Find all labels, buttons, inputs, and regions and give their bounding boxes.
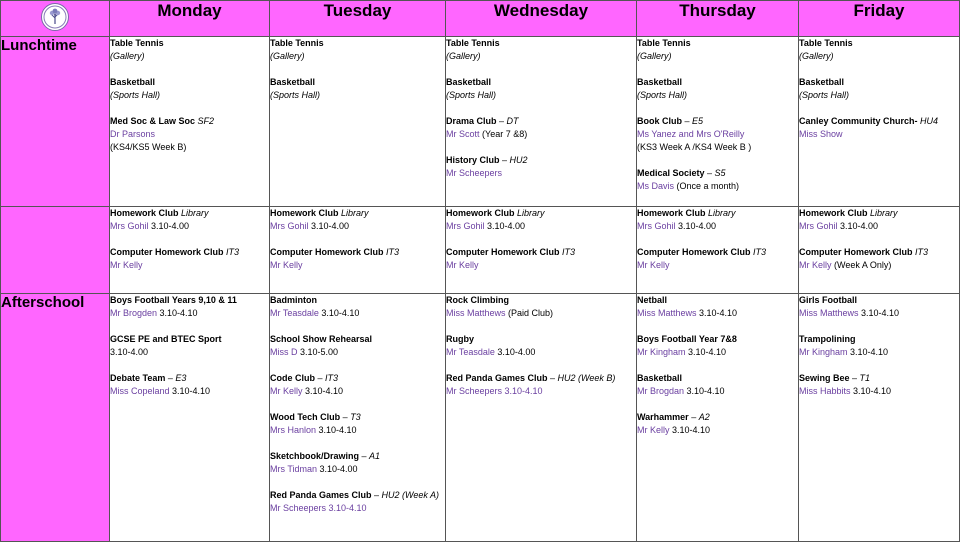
activity-location [315,373,338,383]
activity-entry [270,37,445,63]
activity-time: 3.10-4.10 [318,308,360,318]
activity-entry [270,333,445,359]
activity-title: Rock Climbing [446,295,510,305]
location-value: E5 [692,116,704,126]
activity-title: Medical Society [637,168,705,178]
activity-teacher: Miss Matthews [446,308,506,318]
timetable-row [1,294,960,542]
activity-teacher: Mr Kingham [799,347,848,357]
activity-title: Code Club [270,373,315,383]
row-label [1,207,110,294]
activity-location [339,208,369,218]
location-value: IT3 [562,247,576,257]
row-label: Lunchtime [1,37,110,207]
activity-teacher: Mr Kelly [637,260,670,270]
activity-entry [110,294,269,320]
activity-entry [637,37,798,63]
location-separator: – [340,412,351,422]
activity-teacher: Mrs Tidman [270,464,318,474]
activity-title: Girls Football [799,295,858,305]
day-cell [637,37,799,207]
activity-note: (KS3 Week A /KS4 Week B ) [637,142,752,152]
activity-entry [446,76,636,102]
activity-entry [110,333,269,359]
activity-location [340,412,361,422]
activity-entry [110,76,269,102]
activity-teacher: Miss Habbits [799,386,851,396]
activity-location [560,247,576,257]
activity-teacher: Mrs Hanlon [270,425,317,435]
location-separator: – [849,373,860,383]
activity-location [868,208,898,218]
activity-entry [110,372,269,398]
activity-location [706,208,736,218]
activity-teacher: Mrs Gohil [637,221,676,231]
activity-location [359,451,380,461]
day-cell [270,207,446,294]
activity-time: 3.10-4.10 [696,308,738,318]
activity-entry [270,76,445,102]
location-value: IT3 [325,373,339,383]
activity-time: 3.10-4.00 [675,221,717,231]
activity-title: Homework Club [110,208,179,218]
activity-time: (Paid Club) [505,308,554,318]
activity-entry [799,207,959,233]
day-cell [799,37,960,207]
activity-title: Computer Homework Club [110,247,224,257]
activity-time: 3.10-4.00 [837,221,879,231]
day-header-friday: Friday [799,1,960,37]
activity-title: Wood Tech Club [270,412,341,422]
activity-teacher: Ms Davis [637,181,675,191]
location-value: Library [181,208,209,218]
activity-teacher: Mr Kelly [799,260,832,270]
activity-entry [799,37,959,63]
activity-title: Boys Football Year 7&8 [637,334,737,344]
activity-entry [446,246,636,272]
activity-title: Computer Homework Club [270,247,384,257]
day-header-monday: Monday [110,1,270,37]
location-value: IT3 [753,247,767,257]
activity-teacher: Mrs Gohil [110,221,149,231]
day-cell [637,294,799,542]
activity-time: 3.10-4.10 [316,425,357,435]
activity-title: Debate Team [110,373,166,383]
location-separator: – [682,116,693,126]
activity-entry [799,294,959,320]
activity-location [689,412,710,422]
activity-entry [270,207,445,233]
location-value: Library [341,208,369,218]
activity-title: Homework Club [270,208,339,218]
activity-entry [637,167,798,193]
activity-entry [270,372,445,398]
activity-teacher: Miss Show [799,129,843,139]
activity-entry [637,246,798,272]
activity-entry [270,246,445,272]
activity-venue: (Gallery) [270,51,305,61]
location-value: SF2 [197,116,215,126]
activity-title: School Show Rehearsal [270,334,373,344]
activity-title: Badminton [270,295,317,305]
activity-title: Computer Homework Club [446,247,560,257]
activity-title: Table Tennis [446,38,500,48]
activity-location [515,208,545,218]
activity-entry [446,115,636,141]
activity-venue: (Sports Hall) [637,90,688,100]
day-cell [637,207,799,294]
activity-time: (Week A Only) [831,260,892,270]
location-separator: – [499,155,510,165]
location-separator: – [165,373,176,383]
location-value: Library [870,208,898,218]
activity-entry [446,372,636,398]
activity-teacher: Mr Kelly [270,260,303,270]
location-separator: – [371,490,382,500]
activity-location [682,116,703,126]
activity-title: Sewing Bee [799,373,850,383]
activity-location [165,373,186,383]
day-header-wednesday: Wednesday [446,1,637,37]
activity-time: 3.10-4.10 [684,386,725,396]
location-value: IT3 [226,247,240,257]
activity-time: 3.10-4.00 [308,221,350,231]
activity-venue: (Sports Hall) [110,90,161,100]
activity-time: 3.10-5.00 [297,347,339,357]
activity-teacher: Mr Kingham [637,347,686,357]
activity-location [705,168,726,178]
activity-title: Drama Club [446,116,497,126]
location-value: IT3 [386,247,400,257]
activity-note: (KS4/KS5 Week B) [110,142,187,152]
activity-time: 3.10-4.00 [494,347,536,357]
location-value: IT3 [915,247,929,257]
location-value: HU2 (Week A) [381,490,440,500]
day-cell [270,37,446,207]
activity-time: 3.10-4.10 [685,347,727,357]
activity-title: Book Club [637,116,682,126]
activity-title: Basketball [446,77,492,87]
location-separator: – [359,451,370,461]
activity-location [918,116,939,126]
activity-title: Rugby [446,334,474,344]
day-header-tuesday: Tuesday [270,1,446,37]
activity-time: 3.10-4.00 [148,221,190,231]
activity-venue: (Sports Hall) [446,90,497,100]
activity-time: 3.10-4.00 [484,221,526,231]
row-label: Afterschool [1,294,110,542]
activity-title: Basketball [799,77,845,87]
day-cell [799,294,960,542]
activity-entry [799,246,959,272]
activity-teacher: Miss Copeland [110,386,170,396]
timetable-row [1,37,960,207]
day-cell [110,294,270,542]
activity-teacher: Miss D [270,347,298,357]
activity-teacher: Mr Scheepers 3.10-4.10 [270,503,367,513]
activity-teacher: Dr Parsons [110,129,156,139]
activity-entry [637,115,798,154]
activity-location [497,116,519,126]
activity-time: 3.10-4.10 [169,386,211,396]
activity-location [548,373,616,383]
activity-venue: (Sports Hall) [799,90,850,100]
location-value: HU2 (Week B) [557,373,616,383]
activity-title: Red Panda Games Club [270,490,372,500]
activity-title: Computer Homework Club [637,247,751,257]
location-value: E3 [175,373,187,383]
activity-time: (Year 7 &8) [479,129,528,139]
activity-entry [446,207,636,233]
activity-location [850,373,871,383]
activity-title: Med Soc & Law Soc [110,116,196,126]
activity-title: Boys Football Years 9,10 & 11 [110,295,237,305]
timetable-row [1,207,960,294]
location-value: A1 [369,451,381,461]
location-value: DT [506,116,519,126]
activity-entry [270,294,445,320]
activity-teacher: Mr Brogdan [637,386,685,396]
activity-entry [799,333,959,359]
activity-time: 3.10-4.10 [157,308,198,318]
activity-time: 3.10-4.00 [110,347,149,357]
activity-title: Homework Club [446,208,515,218]
day-cell [110,37,270,207]
activity-title: Canley Community Church- [799,116,918,126]
activity-teacher: Miss Matthews [799,308,859,318]
activity-title: Basketball [270,77,316,87]
activity-teacher: Mr Scheepers [446,168,503,178]
activity-teacher: Mr Teasdale [446,347,495,357]
activity-title: Netball [637,295,668,305]
activity-location [372,490,440,500]
activity-entry [637,294,798,320]
activity-title: Basketball [110,77,156,87]
activity-entry [270,450,445,476]
location-value: T3 [350,412,361,422]
activity-time: 3.10-4.10 [669,425,711,435]
activity-teacher: Mr Scott [446,129,480,139]
activity-entry [637,333,798,359]
activity-location [913,247,929,257]
activity-title: GCSE PE and BTEC Sport [110,334,222,344]
activity-time: 3.10-4.10 [858,308,900,318]
activity-title: History Club [446,155,500,165]
day-cell [270,294,446,542]
activity-title: Warhammer [637,412,689,422]
location-separator: – [704,168,715,178]
activity-location [384,247,400,257]
activity-venue: (Gallery) [446,51,481,61]
activity-title: Red Panda Games Club [446,373,548,383]
activity-title: Table Tennis [270,38,324,48]
activity-time: (Once a month) [674,181,740,191]
activity-entry [270,489,445,515]
activity-teacher: Mr Teasdale [270,308,319,318]
activity-teacher: Miss Matthews [637,308,697,318]
location-value: Library [517,208,545,218]
activity-teacher: Ms Yanez and Mrs O'Reilly [637,129,745,139]
activity-entry [799,115,959,141]
activity-teacher: Mr Scheepers 3.10-4.10 [446,386,543,396]
activity-title: Sketchbook/Drawing [270,451,360,461]
activity-entry [637,411,798,437]
location-separator: – [547,373,558,383]
activity-teacher: Mrs Gohil [270,221,309,231]
activity-entry [446,333,636,359]
activity-location [224,247,240,257]
activity-entry [446,294,636,320]
activity-title: Trampolining [799,334,856,344]
activity-entry [637,372,798,398]
activity-location [751,247,767,257]
day-cell [446,207,637,294]
activity-venue: (Gallery) [637,51,672,61]
header-row [1,1,960,37]
activity-title: Table Tennis [110,38,164,48]
activity-venue: (Gallery) [799,51,834,61]
day-cell [110,207,270,294]
activity-teacher: Mr Brogden [110,308,158,318]
location-value: T1 [859,373,871,383]
location-value: HU2 [509,155,528,165]
location-value: HU4 [920,116,939,126]
location-value: A2 [698,412,710,422]
school-logo [1,1,110,37]
activity-teacher: Mrs Gohil [446,221,485,231]
day-cell [799,207,960,294]
activity-entry [270,411,445,437]
activity-entry [446,154,636,180]
tree-logo-icon [41,3,69,31]
activity-time: 3.10-4.10 [850,386,892,396]
activity-entry [637,207,798,233]
activity-teacher: Mr Kelly [446,260,479,270]
activity-teacher: Mr Kelly [270,386,303,396]
location-value: S5 [714,168,726,178]
activity-title: Homework Club [637,208,706,218]
activity-location [179,208,209,218]
activity-time: 3.10-4.10 [847,347,889,357]
activity-time: 3.10-4.00 [317,464,358,474]
activity-location [195,116,214,126]
activity-entry [799,372,959,398]
activity-title: Computer Homework Club [799,247,913,257]
activity-entry [799,76,959,102]
activity-teacher: Mr Kelly [110,260,143,270]
activity-entry [446,37,636,63]
activity-venue: (Gallery) [110,51,145,61]
day-cell [446,37,637,207]
activity-title: Basketball [637,373,683,383]
activity-entry [110,115,269,154]
location-value: Library [708,208,736,218]
activity-teacher: Mr Kelly [637,425,670,435]
day-cell [446,294,637,542]
location-separator: – [496,116,507,126]
location-separator: – [315,373,326,383]
activity-teacher: Mrs Gohil [799,221,838,231]
activity-title: Homework Club [799,208,868,218]
activity-entry [110,246,269,272]
activity-entry [110,37,269,63]
activity-title: Table Tennis [799,38,853,48]
activity-venue: (Sports Hall) [270,90,321,100]
day-header-thursday: Thursday [637,1,799,37]
activity-time: 3.10-4.10 [302,386,344,396]
location-separator: – [688,412,699,422]
activity-entry [110,207,269,233]
activity-entry [637,76,798,102]
activity-title: Basketball [637,77,683,87]
activity-location [500,155,528,165]
activity-title: Table Tennis [637,38,691,48]
